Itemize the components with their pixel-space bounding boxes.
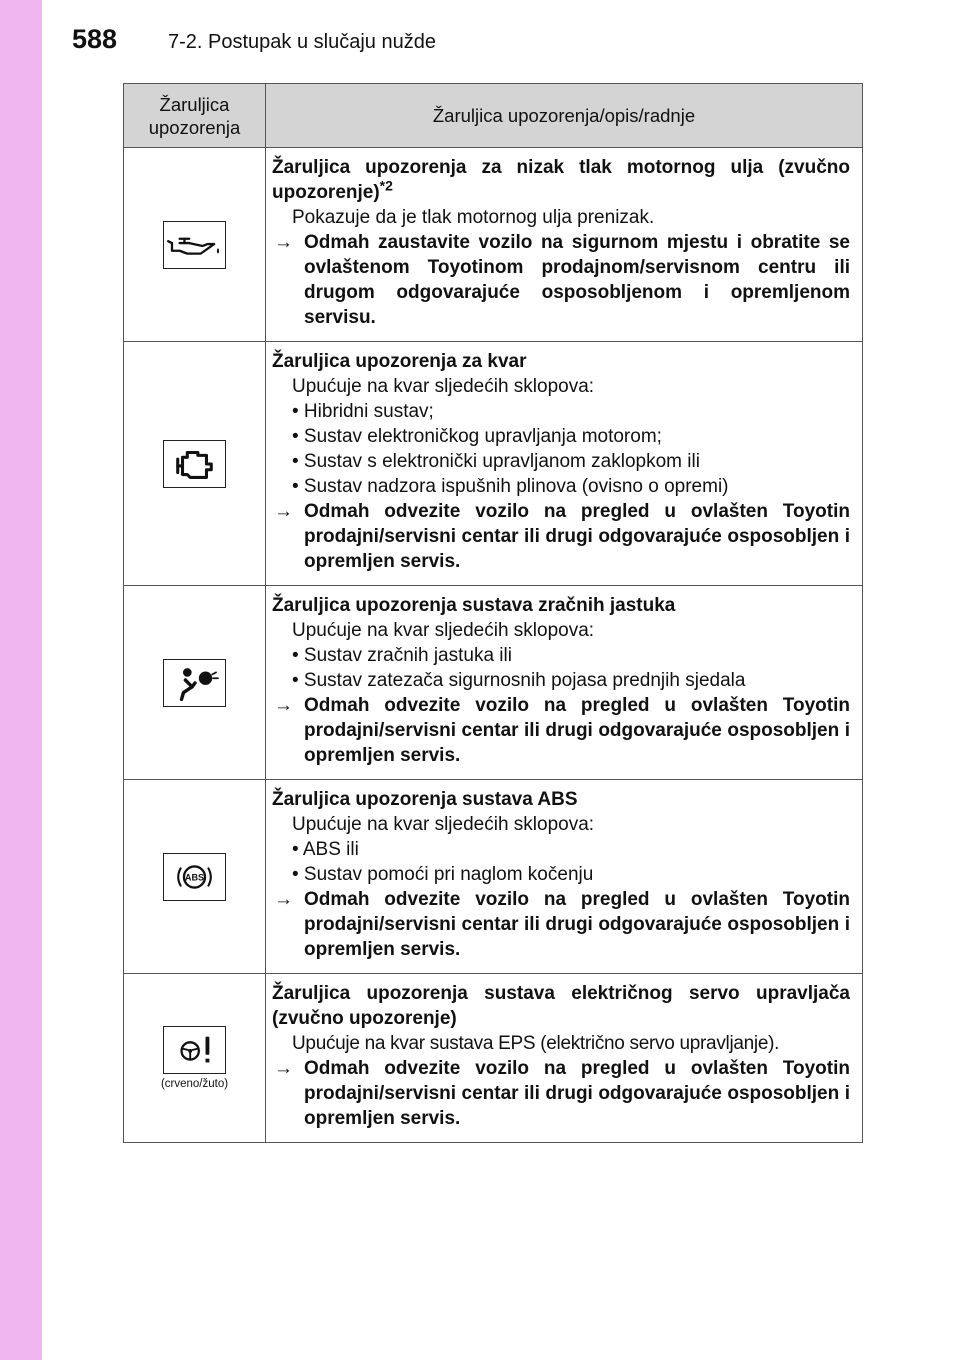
- icon-cell: [124, 586, 266, 780]
- warning-description: Upućuje na kvar sljedećih sklopova:: [292, 376, 595, 397]
- warning-lights-table: [123, 83, 863, 1143]
- bullet-item: • Sustav s elektronički upravljanom zaklopkom ili: [292, 451, 700, 472]
- arrow-right-icon: →: [274, 1058, 293, 1079]
- page-number: 588: [72, 24, 118, 54]
- description-cell: [266, 780, 863, 974]
- warning-action: → Odmah odvezite vozilo na pregled u ovlašten Toyotin prodajni/servisni centar ili drugi odgovarajuće osposobljen i opremljen servis.: [274, 695, 850, 766]
- icon-cell: [124, 780, 266, 974]
- airbag-icon: [163, 659, 226, 707]
- table-row: [124, 148, 863, 342]
- column-header-description: Žaruljica upozorenja/opis/radnje: [266, 84, 863, 148]
- description-cell: [266, 974, 863, 1143]
- icon-cell: [124, 148, 266, 342]
- warning-action: → Odmah odvezite vozilo na pregled u ovlašten Toyotin prodajni/servisni centar ili drugi odgovarajuće osposobljen i opremljen servis.: [274, 1058, 850, 1129]
- oil-pressure-icon: [163, 221, 226, 269]
- icon-color-caption: (crveno/žuto): [160, 1078, 229, 1090]
- bullet-item: • Sustav zatezača sigurnosnih pojasa prednjih sjedala: [292, 670, 746, 691]
- table-row: [124, 586, 863, 780]
- icon-cell: [124, 974, 266, 1143]
- description-cell: [266, 342, 863, 586]
- warning-title: Žaruljica upozorenja za kvar: [272, 351, 527, 372]
- warning-title: Žaruljica upozorenja sustava zračnih jastuka: [272, 595, 676, 616]
- warning-title: Žaruljica upozorenja za nizak tlak motornog ulja (zvučno upozorenje)$^{*2}$: [272, 157, 850, 203]
- arrow-right-icon: →: [274, 695, 293, 716]
- warning-description: Upućuje na kvar sljedećih sklopova:: [292, 620, 595, 641]
- abs-icon: [163, 853, 226, 901]
- side-tab-strip: [0, 0, 42, 1360]
- warning-title: Žaruljica upozorenja sustava ABS: [272, 789, 578, 810]
- engine-malfunction-icon: [163, 440, 226, 488]
- table-row: [124, 342, 863, 586]
- column-header-icon: Žaruljica upozorenja: [124, 84, 266, 148]
- footnote-mark: *2: [379, 177, 393, 194]
- arrow-right-icon: →: [274, 232, 293, 253]
- table-header-row: [124, 84, 863, 148]
- section-title: 7-2. Postupak u slučaju nužde: [168, 31, 436, 53]
- warning-title: Žaruljica upozorenja sustava električnog servo upravljača (zvučno upozorenje): [272, 983, 850, 1029]
- arrow-right-icon: →: [274, 501, 293, 522]
- warning-description: Upućuje na kvar sustava EPS (električno servo upravljanje).: [292, 1033, 780, 1054]
- bullet-item: • Sustav pomoći pri naglom kočenju: [292, 864, 594, 885]
- arrow-right-icon: →: [274, 889, 293, 910]
- description-cell: [266, 586, 863, 780]
- warning-description: Upućuje na kvar sljedećih sklopova:: [292, 814, 595, 835]
- icon-cell: [124, 342, 266, 586]
- warning-action: → Odmah odvezite vozilo na pregled u ovlašten Toyotin prodajni/servisni centar ili drugi odgovarajuće osposobljen i opremljen servis.: [274, 889, 850, 960]
- bullet-item: • Sustav nadzora ispušnih plinova (ovisno o opremi): [292, 476, 729, 497]
- warning-description: Pokazuje da je tlak motornog ulja prenizak.: [292, 207, 655, 228]
- warning-action: → Odmah odvezite vozilo na pregled u ovlašten Toyotin prodajni/servisni centar ili drugi odgovarajuće osposobljen i opremljen servis.: [274, 501, 850, 572]
- description-cell: [266, 148, 863, 342]
- abs-icon-text: ABS: [184, 871, 205, 882]
- bullet-item: • Sustav zračnih jastuka ili: [292, 645, 512, 666]
- bullet-item: • Sustav elektroničkog upravljanja motorom;: [292, 426, 662, 447]
- table-row: [124, 780, 863, 974]
- table-row: [124, 974, 863, 1143]
- power-steering-icon: [163, 1026, 226, 1074]
- bullet-item: • Hibridni sustav;: [292, 401, 434, 422]
- bullet-item: • ABS ili: [292, 839, 359, 860]
- warning-action: → Odmah zaustavite vozilo na sigurnom mjestu i obratite se ovlaštenom Toyotinom prodajnom/servisnom centru ili drugom odgovarajuće osposobljenom i opremljenom servisu.: [274, 232, 850, 328]
